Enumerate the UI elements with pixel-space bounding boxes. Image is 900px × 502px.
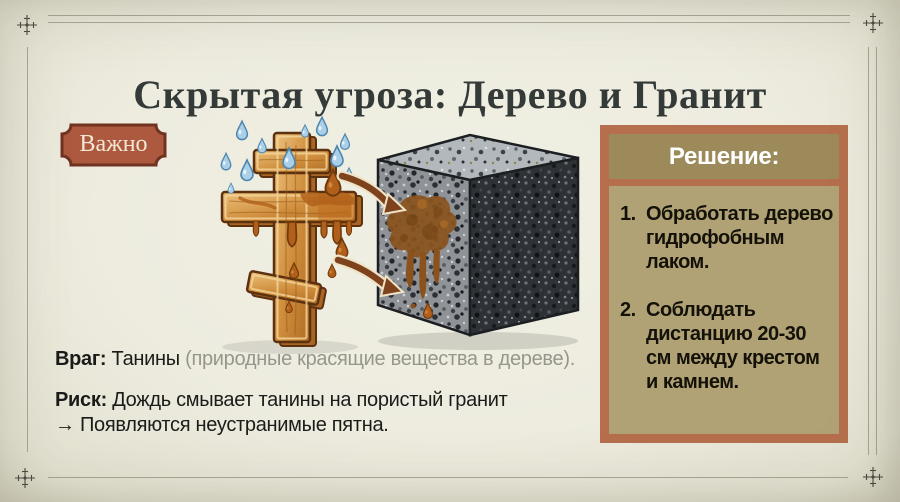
wooden-cross-illustration <box>222 133 362 346</box>
frame-line-bottom <box>48 477 848 478</box>
badge-label: Важно <box>79 130 148 157</box>
registration-mark-icon <box>862 12 884 34</box>
solution-item-text: Соблюдать дистанцию 20-30 см между крестом и камнем. <box>646 299 820 393</box>
stain-arrows <box>338 176 405 296</box>
solution-panel-title: Решение: <box>609 134 839 186</box>
solution-item <box>620 298 833 394</box>
solution-item-number: 1. <box>620 203 636 225</box>
registration-mark-icon <box>16 14 38 36</box>
registration-mark-icon <box>14 467 36 489</box>
enemy-value: Танины <box>111 348 180 370</box>
water-drops <box>221 117 352 193</box>
enemy-label: Враг: <box>55 348 107 370</box>
solution-panel <box>600 125 848 443</box>
frame-line-top-inner <box>48 22 850 23</box>
granite-cube-illustration <box>378 135 578 335</box>
solution-item-text: Обработать дерево гидрофобным лаком. <box>646 203 833 273</box>
tannin-drips-on-cross <box>240 170 355 313</box>
tannin-stain <box>387 195 457 318</box>
frame-line-top-outer <box>48 15 850 16</box>
page-title: Скрытая угроза: Дерево и Гранит <box>133 71 767 117</box>
registration-mark-icon <box>862 466 884 488</box>
cross-and-granite-illustration <box>182 100 602 358</box>
risk-line <box>55 388 513 438</box>
solution-list <box>609 186 839 428</box>
facts-block <box>55 347 603 438</box>
importance-badge <box>60 123 167 167</box>
solution-item <box>620 202 833 274</box>
solution-item-number: 2. <box>620 299 636 321</box>
enemy-note: (природные красящие вещества в дереве). <box>185 348 575 370</box>
risk-label: Риск: <box>55 389 107 411</box>
risk-text: Дождь смывает танины на пористый гранит → Появляются неустранимые пятна. <box>55 389 508 436</box>
enemy-line <box>55 347 603 372</box>
